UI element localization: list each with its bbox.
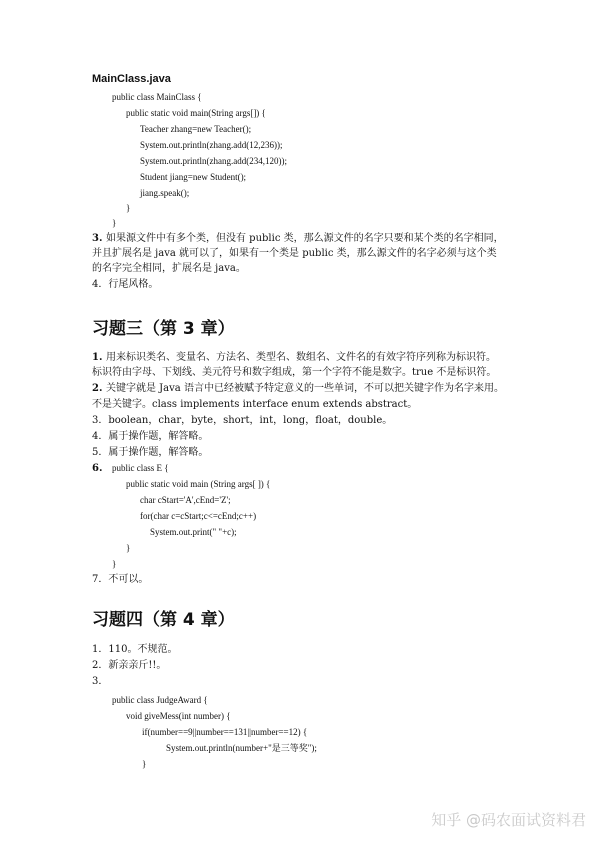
list-item: 3．boolean，char，byte，short，int，long，float，double。 xyxy=(92,415,393,426)
code-line: public class MainClass { xyxy=(112,92,202,102)
code-line: Student jiang=new Student(); xyxy=(140,172,247,182)
list-item: 4．行尾风格。 xyxy=(92,279,159,290)
section-heading: 习题三（第 3 章） xyxy=(92,319,235,339)
list-item: 7．不可以。 xyxy=(92,574,149,585)
item-number: 3. xyxy=(92,233,103,244)
paragraph-line: 并且扩展名是 java 就可以了，如果有一个类是 public 类，那么源文件的名字必须与这个类 xyxy=(92,248,497,259)
list-item: 1．110。不规范。 xyxy=(92,644,178,655)
paragraph-line: 标识符由字母、下划线、美元符号和数字组成，第一个字符不能是数字。true 不是标识符。 xyxy=(92,367,497,378)
code-line: System.out.println(zhang.add(234,120)); xyxy=(140,156,287,166)
code-line: } xyxy=(112,218,117,228)
paragraph-line: 不是关键字。class implements interface enum extends abstract。 xyxy=(92,399,418,410)
file-title: MainClass.java xyxy=(92,73,171,85)
code-line: for(char c=cStart;c<=cEnd;c++) xyxy=(140,511,257,521)
code-line: void giveMess(int number) { xyxy=(126,711,231,721)
code-line: Teacher zhang=new Teacher(); xyxy=(140,124,252,134)
paragraph-line: 如果源文件中有多个类，但没有 public 类，那么源文件的名字只要和某个类的名字相同， xyxy=(106,233,504,244)
code-line: } xyxy=(126,203,131,213)
code-line: } xyxy=(142,759,147,769)
code-line: System.out.println(number+"是三等奖"); xyxy=(166,743,317,753)
watermark: 知乎 @码农面试资料君 xyxy=(431,811,586,829)
list-item: 2．新亲亲斤!!。 xyxy=(92,660,167,671)
item-number: 2. xyxy=(92,383,103,394)
item-number: 6. xyxy=(92,463,103,474)
code-line: if(number==9||number==131||number==12) { xyxy=(142,727,308,737)
code-line: } xyxy=(112,559,117,569)
list-item: 4．属于操作题，解答略。 xyxy=(92,431,209,442)
code-line: char cStart='A',cEnd='Z'; xyxy=(140,495,231,505)
paragraph-line: 用来标识类名、变量名、方法名、类型名、数组名、文件名的有效字符序列称为标识符。 xyxy=(106,352,496,363)
code-line: System.out.print(" "+c); xyxy=(150,527,237,537)
code-line: public class E { xyxy=(112,463,169,473)
paragraph-line: 的名字完全相同，扩展名是 java。 xyxy=(92,263,246,274)
code-line: System.out.println(zhang.add(12,236)); xyxy=(140,140,283,150)
code-line: public static void main(String args[]) { xyxy=(126,108,266,118)
list-item: 5．属于操作题，解答略。 xyxy=(92,447,209,458)
code-line: jiang.speak(); xyxy=(140,188,190,198)
code-line: public static void main (String args[ ]) { xyxy=(126,479,271,489)
paragraph-line: 关键字就是 Java 语言中已经被赋予特定意义的一些单词，不可以把关键字作为名字来用。 xyxy=(106,383,504,394)
list-item: 3． xyxy=(92,676,109,687)
code-line: public class JudgeAward { xyxy=(112,695,208,705)
code-line: } xyxy=(126,543,131,553)
item-number: 1. xyxy=(92,352,103,363)
section-heading: 习题四（第 4 章） xyxy=(92,610,235,630)
